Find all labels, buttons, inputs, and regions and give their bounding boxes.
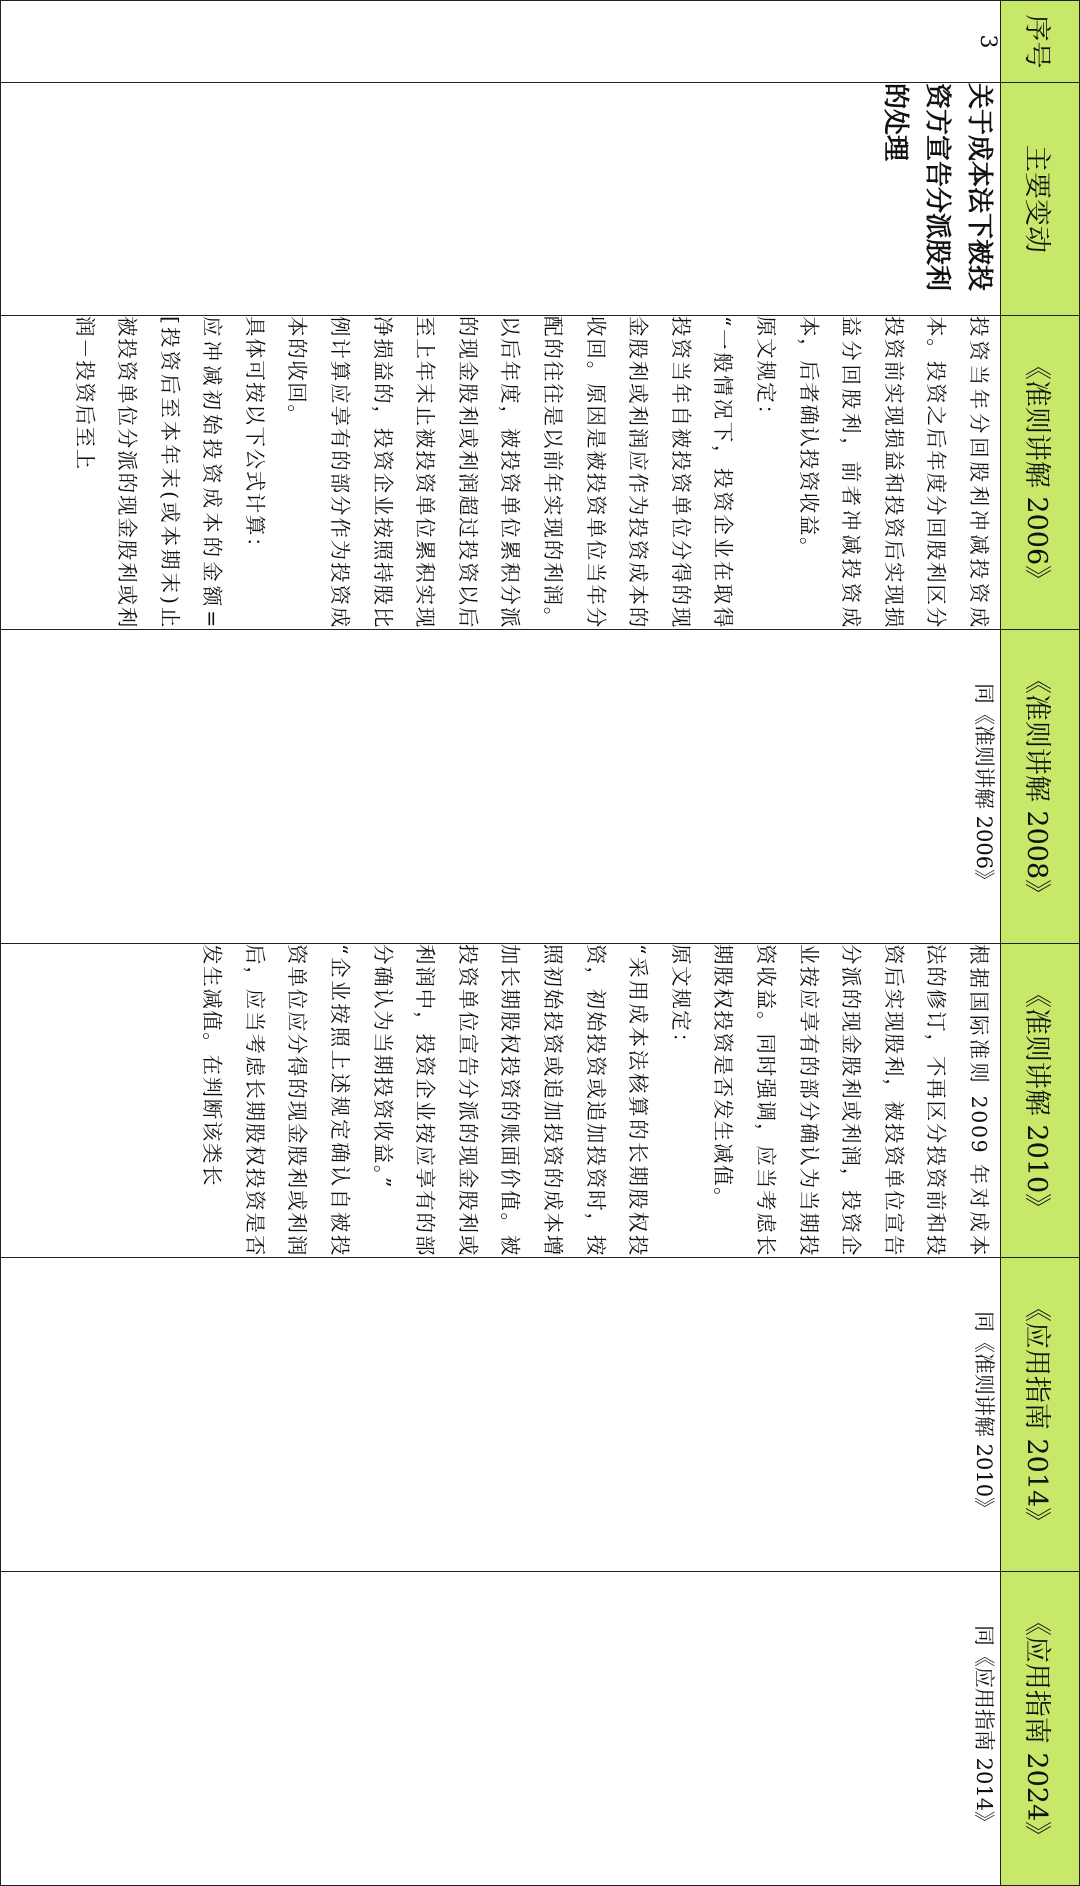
v2006-formula: 应冲减初始投资成本的金额=[投资后至本年末(或本期末)止被投资单位分派的现金股利或利润－投资后至上 [72,316,225,629]
cell-v2006 [1,316,1001,630]
header-v2024: 《应用指南 2024》 [1001,1572,1080,1886]
v2006-quote: “一般情况下，投资企业在取得投资当年自被投资单位分得的现金股利或利润应作为投资成本的收回。原因是被投资单位当年分配的往往是以前年实现的利润。以后年度，被投资单位累积分派的现金股利或利润超过投资以后至上年末止被投资单位累积实现净损益的，投资企业按照持股比例计算应享有的部分作为投资成本的收回。 [285,316,736,629]
v2010-summary: 根据国际准则 2009 年对成本法的修订，不再区分投资前和投资后实现股利，被投资单位宣告分派的现金股利或利润，投资企业按应享有的部分确认为当期投资收益。同时强调，应当考虑长期股权投资是否发生减值。 [711,944,991,1257]
cell-v2014: 同《准则讲解 2010》 [1,1258,1001,1572]
v2006-summary: 投资当年分回股利冲减投资成本。投资之后年度分回股利区分投资前实现损益和投资后实现损益分回股利，前者冲减投资成本，后者确认投资收益。 [796,316,991,629]
cell-main-change: 关于成本法下被投资方宣告分派股利的处理 [1,83,1001,316]
header-row [1001,1,1080,1886]
table-row [1,1,1001,1886]
header-seq: 序号 [1001,1,1080,83]
cell-v2010 [1,944,1001,1258]
cell-v2024: 同《应用指南 2014》 [1,1572,1001,1886]
header-main-change: 主要变动 [1001,83,1080,316]
v2010-original-label: 原文规定： [668,944,693,1055]
v2010-quote-2: “企业按照上述规定确认自被投资单位应分得的现金股利或利润后，应当考虑长期股权投资是否发生减值。在判断该类长 [200,944,353,1257]
header-v2010: 《准则讲解 2010》 [1001,944,1080,1258]
v2006-formula-intro: 具体可按以下公式计算： [242,316,267,560]
cell-v2008: 同《准则讲解 2006》 [1,630,1001,944]
header-v2014: 《应用指南 2014》 [1001,1258,1080,1572]
v2010-quote-1: “采用成本法核算的长期股权投资，初始投资或追加投资时，按照初始投资或追加投资的成本增加长期股权投资的账面价值。被投资单位宣告分派的现金股利或利润中，投资企业按应享有的部分确认为当期投资收益。” [370,944,651,1257]
header-v2008: 《准则讲解 2008》 [1001,630,1080,944]
header-v2006: 《准则讲解 2006》 [1001,316,1080,630]
v2006-original-label: 原文规定： [754,316,779,427]
cell-seq: 3 [1,1,1001,83]
